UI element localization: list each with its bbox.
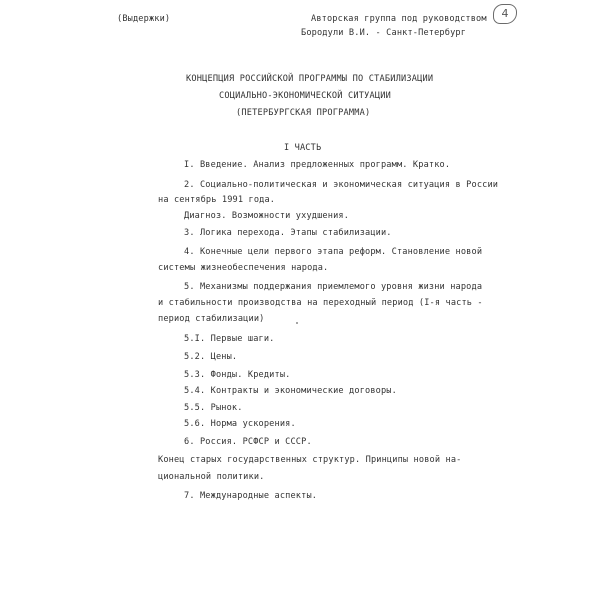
outline-item: 5.4. Контракты и экономические договоры. (184, 386, 397, 396)
outline-item: 3. Логика перехода. Этапы стабилизации. (184, 228, 392, 238)
outline-item: системы жизнеобеспечения народа. (158, 263, 329, 273)
outline-item: циональной политики. (158, 472, 265, 482)
outline-item: Конец старых государственных структур. Принципы новой на- (158, 455, 462, 465)
outline-item: 5.3. Фонды. Кредиты. (184, 370, 291, 380)
document-title-line-1: КОНЦЕПЦИЯ РОССИЙСКОЙ ПРОГРАММЫ ПО СТАБИЛИЗАЦИИ (186, 74, 434, 84)
outline-item: и стабильности производства на переходный период (I-я часть - (158, 298, 483, 308)
outline-item: 5. Механизмы поддержания приемлемого уровня жизни народа (184, 282, 483, 292)
page-number: 4 (493, 4, 517, 24)
outline-item: на сентябрь 1991 года. (158, 195, 276, 205)
document-title-line-2: СОЦИАЛЬНО-ЭКОНОМИЧЕСКОЙ СИТУАЦИИ (219, 91, 391, 101)
authors-line-2: Бородули В.И. - Санкт-Петербург (301, 28, 467, 38)
outline-item: 5.2. Цены. (184, 352, 238, 362)
authors-line-1: Авторская группа под руководством (311, 14, 487, 24)
part-heading: I ЧАСТЬ (284, 143, 322, 153)
outline-item: Диагноз. Возможности ухудшения. (184, 211, 350, 221)
outline-item: 5.6. Норма ускорения. (184, 419, 296, 429)
excerpts-label: (Выдержки) (117, 14, 171, 24)
outline-item: 5.5. Рынок. (184, 403, 243, 413)
outline-item: 2. Социально-политическая и экономическая ситуация в России (184, 180, 499, 190)
outline-item: период стабилизации) (158, 314, 265, 324)
document-title-line-3: (ПЕТЕРБУРГСКАЯ ПРОГРАММА) (236, 108, 371, 118)
outline-item: 5.I. Первые шаги. (184, 334, 275, 344)
outline-item: 4. Конечные цели первого этапа реформ. Становление новой (184, 247, 483, 257)
outline-item: 7. Международные аспекты. (184, 491, 318, 501)
outline-item: 6. Россия. РСФСР и СССР. (184, 437, 312, 447)
outline-item: I. Введение. Анализ предложенных программ. Кратко. (184, 160, 451, 170)
paper-speck (296, 322, 298, 324)
